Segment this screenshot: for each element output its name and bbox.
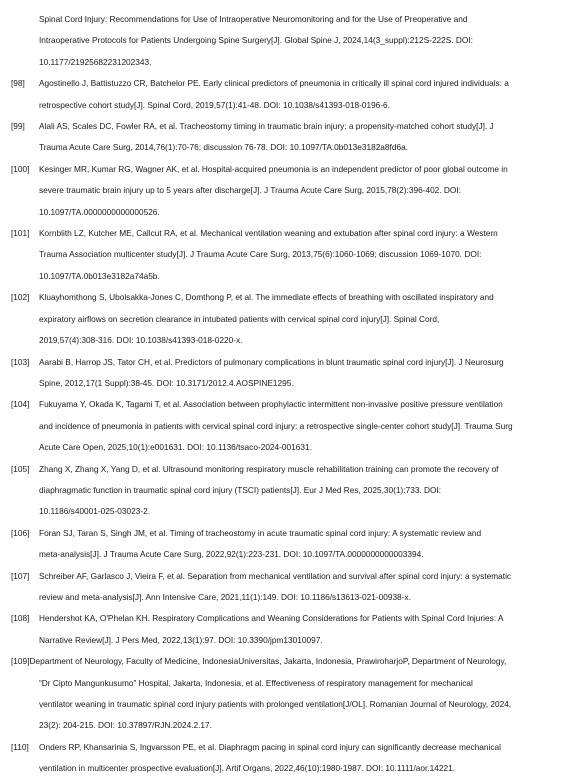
reference-line: Onders RP, Khansarinia S, Ingvarsson PE, et al. Diaphragm pacing in spinal cord injury can significantly decrease mechanical — [39, 741, 501, 752]
reference-line: 2019,57(4):308-316. DOI: 10.1038/s41393-018-0220-x. — [39, 335, 243, 346]
reference-number: [102] — [11, 292, 30, 303]
reference-line: Spinal Cord Injury: Recommendations for Use of Intraoperative Neuromonitoring and for the Use of Preoperative and — [39, 14, 468, 24]
reference-number: [108] — [11, 613, 30, 624]
reference-number: [106] — [11, 527, 30, 538]
reference-line: Schreiber AF, Garlasco J, Vieira F, et al. Separation from mechanical ventilation and survival after spinal cord injury: a systematic — [39, 570, 512, 581]
reference-line: retrospective cohort study[J]. Spinal Cord, 2019,57(1):41-48. DOI: 10.1038/s41393-018-0196-6. — [39, 99, 390, 110]
reference-line: Fukuyama Y, Okada K, Tagami T, et al. Association between prophylactic intermittent non-invasive positive pressure ventilation — [39, 399, 503, 410]
reference-line: Intraoperative Protocols for Patients Undergoing Spine Surgery[J]. Global Spine J, 2024,14(3_suppl):212S-222S. DOI: — [39, 35, 473, 46]
reference-line: Aarabi B, Harrop JS, Tator CH, et al. Predictors of pulmonary complications in blunt traumatic spinal cord injury[J]. J Neurosurg — [39, 356, 504, 367]
reference-number: [101] — [11, 228, 30, 239]
reference-number: [104] — [11, 399, 30, 410]
reference-line — [11, 651, 573, 672]
reference-line: Agostinello J, Battistuzzo CR, Batchelor PE. Early clinical predictors of pneumonia in critically ill spinal cord injured individuals: a — [39, 78, 509, 89]
reference-number: [109] — [11, 656, 30, 667]
reference-line: and incidence of pneumonia in patients with cervical spinal cord injury: a retrospective single-center cohort study[J]. Trauma Surg — [39, 420, 513, 431]
reference-text — [39, 566, 573, 609]
reference-number: [105] — [11, 463, 30, 474]
reference-number: [99] — [11, 121, 25, 132]
reference-line: Spine, 2012,17(1 Suppl):38-45. DOI: 10.3171/2012.4.AOSPINE1295. — [39, 377, 294, 388]
reference-line: 10.1097/TA.0b013e3182a74a5b. — [39, 270, 160, 281]
reference-number — [11, 9, 39, 73]
reference-item — [11, 287, 573, 351]
reference-line: Acute Care Open, 2025,10(1):e001631. DOI: 10.1136/tsaco-2024-001631. — [39, 442, 312, 453]
reference-line: Alali AS, Scales DC, Fowler RA, et al. Tracheostomy timing in traumatic brain injury: a propensity-matched cohort study[J]. J — [39, 121, 494, 132]
reference-line: meta-analysis[J]. J Trauma Acute Care Surg, 2022,92(1):223-231. DOI: 10.1097/TA.0000000000003394. — [39, 549, 424, 560]
reference-text — [39, 159, 573, 223]
reference-text — [39, 9, 573, 73]
reference-item — [11, 116, 573, 159]
reference-line: expiratory airflows on secretion clearance in intubated patients with cervical spinal cord injury[J]. Spinal Cord, — [39, 313, 440, 324]
reference-line: diaphragmatic function in traumatic spinal cord injury (TSCI) patients[J]. Eur J Med Res, 2025,30(1):733. DOI: — [39, 484, 442, 495]
reference-text — [39, 223, 573, 287]
reference-line: Kornblith LZ, Kutcher ME, Callcut RA, et al. Mechanical ventilation weaning and extubation after spinal cord injury: a Western — [39, 228, 498, 239]
reference-line: ventilator weaning in traumatic spinal cord injury patients with prolonged ventilation[J/OL]. Romanian Journal of Neurology, 2024, — [39, 699, 512, 709]
reference-item — [11, 352, 573, 395]
reference-line: severe traumatic brain injury up to 5 years after discharge[J]. J Trauma Acute Care Surg, 2015,78(2):396-402. DOI: — [39, 185, 461, 196]
reference-item — [11, 523, 573, 566]
reference-line: 23(2): 204-215. DOI: 10.37897/RJN.2024.2.17. — [39, 720, 212, 731]
reference-text — [39, 394, 573, 458]
reference-line: 10.1186/s40001-025-03023-2. — [39, 506, 151, 517]
reference-line: Trauma Association multicenter study[J]. J Trauma Acute Care Surg, 2013,75(6):1060-1069; discussion 1069-1070. DOI: — [39, 249, 482, 260]
reference-text — [39, 287, 573, 351]
reference-text — [39, 459, 573, 523]
reference-line: “Dr Cipto Mangunkusumo” Hospital, Jakarta, Indonesia, et al. Effectiveness of respiratory management for mechanical — [39, 677, 473, 688]
reference-text — [39, 608, 573, 651]
reference-item — [11, 651, 573, 737]
reference-number: [103] — [11, 356, 30, 367]
reference-text — [39, 737, 573, 780]
reference-line: 10.1097/TA.0000000000000526. — [39, 206, 160, 217]
reference-item — [11, 73, 573, 116]
reference-line: review and meta-analysis[J]. Ann Intensive Care, 2021,11(1):149. DOI: 10.1186/s13613-021-00938-x. — [39, 591, 411, 602]
reference-line: 10.1177/21925682231202343. — [39, 56, 152, 67]
reference-text — [39, 523, 573, 566]
reference-number: [100] — [11, 163, 30, 174]
reference-list — [11, 9, 573, 780]
reference-line: Kluayhomthong S, Ubolsakka-Jones C, Domthong P, et al. The immediate effects of breathing with oscillated inspiratory and — [39, 292, 494, 303]
reference-text — [39, 73, 573, 116]
reference-line: ventilation in multicenter prospective evaluation[J]. Artif Organs, 2022,46(10):1980-1987. DOI: 10.1111/aor.14221. — [39, 763, 456, 774]
reference-item — [11, 737, 573, 780]
reference-text: Department of Neurology, Faculty of Medicine, IndonesiaUniversitas, Jakarta, Indonesia, PrawiroharjoP, Department of Neurology, — [29, 656, 507, 667]
reference-text — [39, 352, 573, 395]
reference-number: [107] — [11, 570, 30, 581]
reference-item — [11, 608, 573, 651]
reference-item — [11, 459, 573, 523]
reference-line: Narrative Review[J]. J Pers Med, 2022,13(1):97. DOI: 10.3390/jpm13010097. — [39, 634, 323, 645]
reference-item — [11, 394, 573, 458]
reference-number: [110] — [11, 741, 29, 752]
reference-text — [39, 116, 573, 159]
reference-number: [98] — [11, 78, 25, 89]
reference-line: Hendershot KA, O'Phelan KH. Respiratory Complications and Weaning Considerations for Patients with Spinal Cord Injuries: A — [39, 613, 504, 624]
reference-item — [11, 159, 573, 223]
reference-item — [11, 566, 573, 609]
reference-line: Trauma Acute Care Surg, 2014,76(1):70-76; discussion 76-78. DOI: 10.1097/TA.0b013e3182a8fd6a. — [39, 142, 408, 153]
reference-line: Zhang X, Zhang X, Yang D, et al. Ultrasound monitoring respiratory muscle rehabilitation training can promote the recovery of — [39, 463, 499, 474]
reference-item — [11, 9, 573, 73]
reference-item — [11, 223, 573, 287]
reference-line: Foran SJ, Taran S, Singh JM, et al. Timing of tracheostomy in acute traumatic spinal cord injury: A systematic review and — [39, 527, 482, 538]
reference-line: Kesinger MR, Kumar RG, Wagner AK, et al. Hospital-acquired pneumonia is an independent predictor of poor global outcome in — [39, 163, 508, 174]
